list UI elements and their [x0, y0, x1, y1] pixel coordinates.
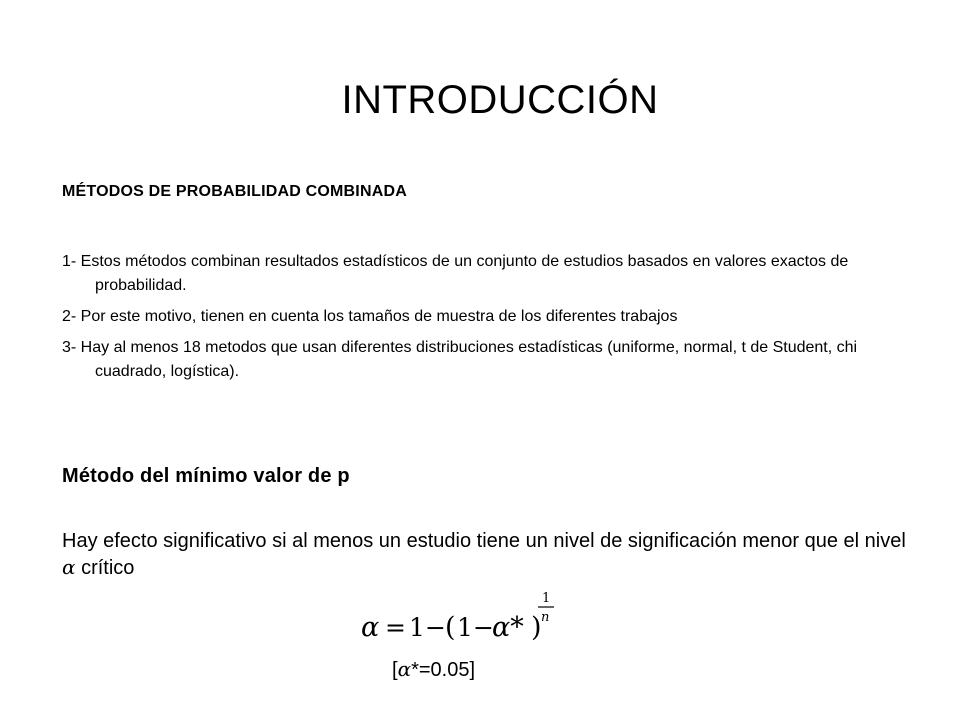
- section-heading: MÉTODOS DE PROBABILIDAD COMBINADA: [62, 183, 407, 200]
- formula-minus: −: [425, 613, 446, 642]
- alpha-star-value: [392, 657, 475, 682]
- list-item: 3- Hay al menos 18 metodos que usan diferentes distribuciones estadísticas (uniforme, normal, t de Student, chi cuadrado, logística).: [62, 339, 858, 380]
- formula: [355, 586, 570, 646]
- method-heading: Método del mínimo valor de p: [62, 465, 350, 487]
- points-list: [62, 250, 922, 391]
- formula-alpha-star: α*: [492, 612, 524, 643]
- formula-exponent-denominator: n: [541, 610, 550, 625]
- method-text-after: crítico: [75, 557, 135, 579]
- formula-lhs-alpha: α: [361, 612, 380, 643]
- formula-inner-minus: −: [473, 613, 494, 642]
- slide-title: INTRODUCCIÓN: [341, 78, 659, 122]
- formula-close-paren: ): [531, 612, 542, 643]
- alpha-value-rest: *=0.05]: [411, 659, 476, 681]
- formula-open-paren: (: [445, 612, 456, 643]
- formula-exponent-numerator: 1: [542, 591, 551, 606]
- formula-inner-one: 1: [457, 613, 473, 642]
- alpha-value-open-bracket: [: [392, 659, 398, 681]
- method-text-before: Hay efecto significativo si al menos un estudio tiene un nivel de significación menor que el nivel: [62, 530, 906, 552]
- list-item: 2- Por este motivo, tienen en cuenta los tamaños de muestra de los diferentes trabajos: [62, 308, 678, 325]
- formula-one: 1: [409, 613, 425, 642]
- alpha-symbol: α: [62, 555, 76, 579]
- formula-equals: =: [385, 613, 406, 642]
- formula-svg: [355, 586, 570, 646]
- alpha-symbol: α: [397, 657, 412, 681]
- list-item: 1- Estos métodos combinan resultados estadísticos de un conjunto de estudios basados en valores exactos de probabilidad.: [62, 253, 849, 294]
- method-description: [62, 528, 912, 581]
